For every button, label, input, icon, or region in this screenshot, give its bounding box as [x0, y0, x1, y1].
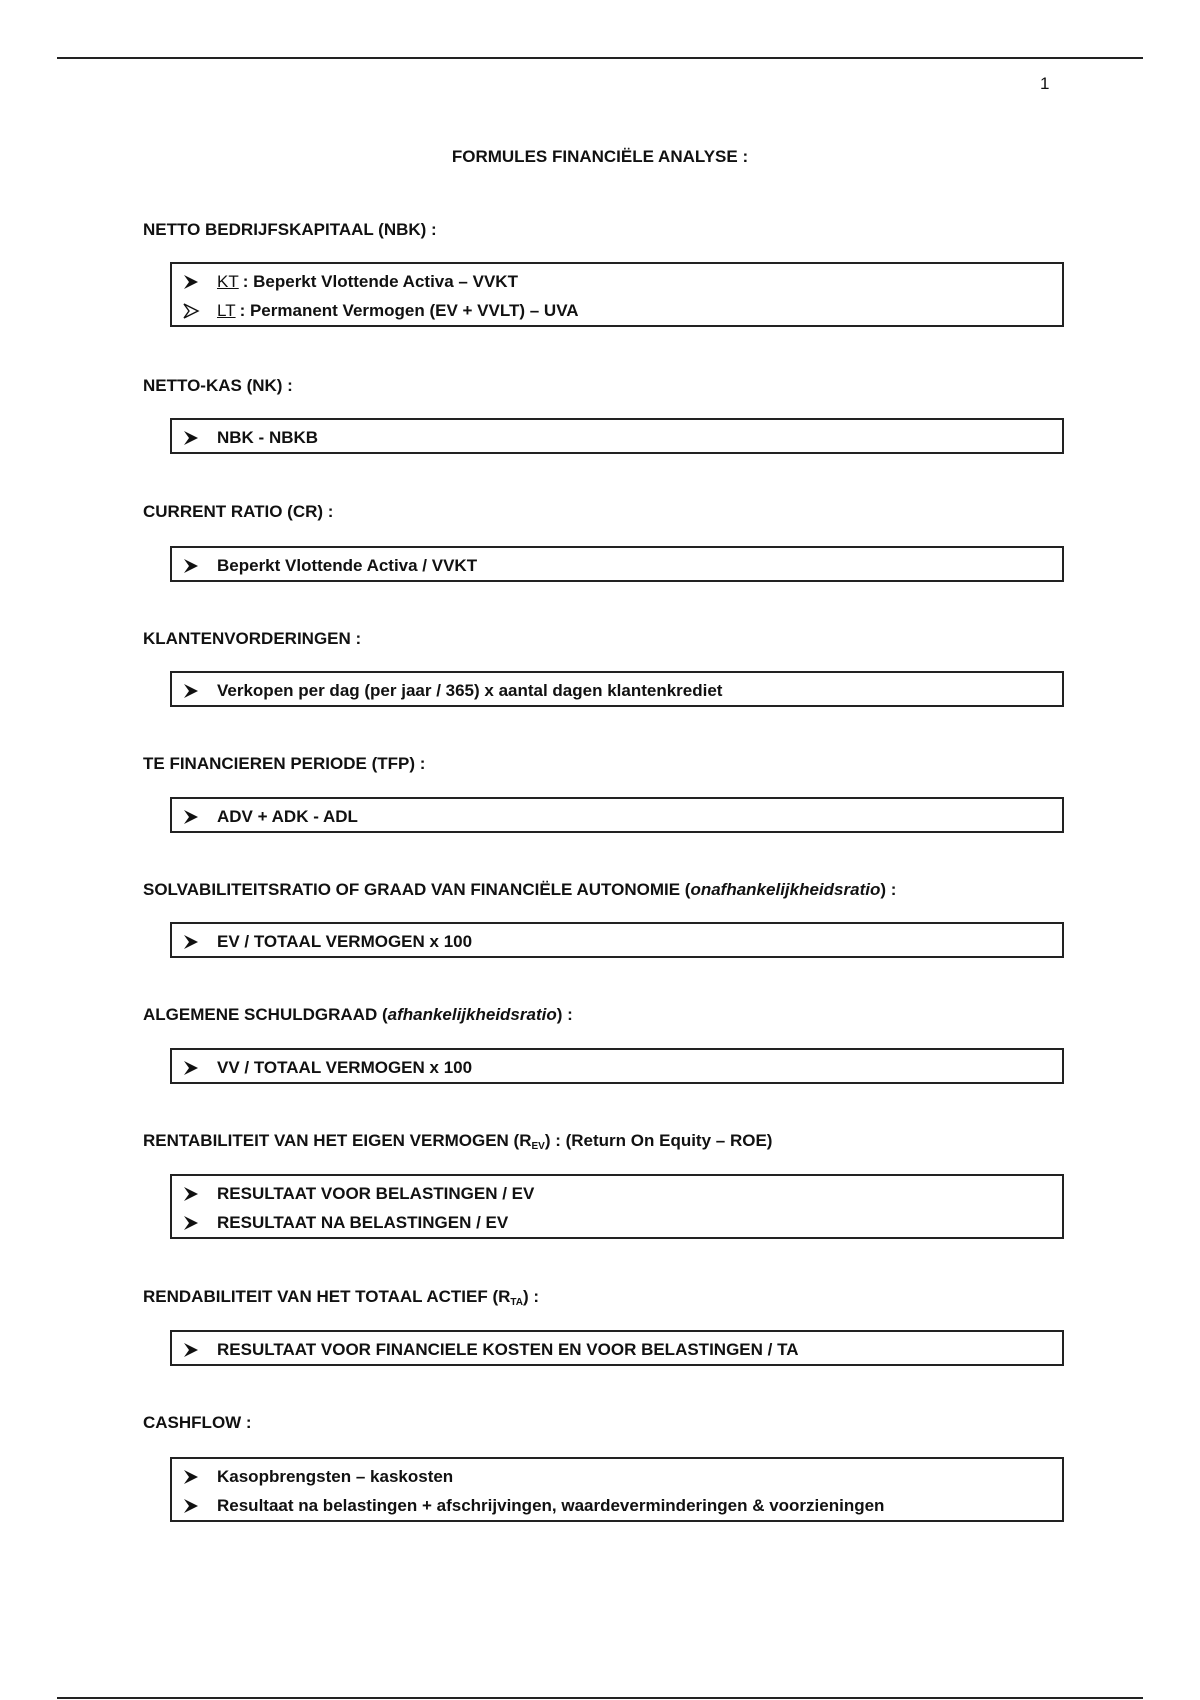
section-heading-cr: CURRENT RATIO (CR) : [143, 502, 334, 521]
heading-end-text: ) : [556, 1005, 573, 1024]
section-heading-nbk: NETTO BEDRIJFSKAPITAAL (NBK) : [143, 220, 437, 239]
arrow-bullet-icon [182, 303, 200, 319]
page-number: 1 [1040, 74, 1050, 93]
formula-item [182, 296, 1062, 325]
top-rule [57, 57, 1143, 59]
heading-text: SOLVABILITEITSRATIO OF GRAAD VAN FINANCIËLE AUTONOMIE ( [143, 880, 691, 899]
formula-text: EV / TOTAAL VERMOGEN x 100 [217, 931, 473, 951]
formula-item [182, 423, 1062, 452]
section-heading-klantenvorderingen: KLANTENVORDERINGEN : [143, 629, 362, 648]
formula-box-tfp [170, 797, 1064, 833]
formula-item [182, 1335, 1062, 1364]
formula-text: RESULTAAT VOOR BELASTINGEN / EV [217, 1183, 535, 1203]
formula-text: RESULTAAT NA BELASTINGEN / EV [217, 1212, 509, 1232]
heading-text: RENTABILITEIT VAN HET EIGEN VERMOGEN (R [143, 1131, 532, 1150]
formula-item [182, 1053, 1062, 1082]
heading-subscript: EV [531, 1141, 545, 1152]
formula-text: Beperkt Vlottende Activa / VVKT [217, 555, 478, 575]
section-heading-nk: NETTO-KAS (NK) : [143, 376, 293, 395]
heading-end-text: ) : (Return On Equity – ROE) [544, 1131, 773, 1150]
formula-text: Kasopbrengsten – kaskosten [217, 1466, 454, 1486]
heading-subscript: TA [510, 1297, 523, 1308]
formula-box-cr [170, 546, 1064, 582]
arrow-bullet-icon [182, 558, 200, 574]
formula-item [182, 551, 1062, 580]
arrow-bullet-icon [182, 1498, 200, 1514]
formula-box-cashflow [170, 1457, 1064, 1522]
arrow-bullet-icon [182, 809, 200, 825]
arrow-bullet-icon [182, 1342, 200, 1358]
arrow-bullet-icon [182, 1215, 200, 1231]
formula-item [182, 676, 1062, 705]
arrow-bullet-icon [182, 1469, 200, 1485]
document-title: FORMULES FINANCIËLE ANALYSE : [451, 147, 749, 166]
formula-text: Verkopen per dag (per jaar / 365) x aantal dagen klantenkrediet [217, 680, 723, 700]
section-heading-rentabiliteit-ev [143, 1131, 772, 1152]
section-heading-tfp: TE FINANCIEREN PERIODE (TFP) : [143, 754, 426, 773]
formula-box-rentabiliteit-ev [170, 1174, 1064, 1239]
arrow-bullet-icon [182, 683, 200, 699]
arrow-bullet-icon [182, 430, 200, 446]
section-heading-cashflow: CASHFLOW : [143, 1413, 252, 1432]
formula-item [182, 1462, 1062, 1491]
heading-text: ALGEMENE SCHULDGRAAD ( [143, 1005, 388, 1024]
formula-item [182, 1179, 1062, 1208]
formula-box-schuldgraad [170, 1048, 1064, 1084]
formula-text: : Permanent Vermogen (EV + VVLT) – UVA [239, 300, 579, 320]
formula-item [182, 1491, 1062, 1520]
formula-box-klantenvorderingen [170, 671, 1064, 707]
arrow-bullet-icon [182, 274, 200, 290]
bottom-rule [57, 1697, 1143, 1699]
formula-abbr: LT [217, 300, 236, 320]
arrow-bullet-icon [182, 1186, 200, 1202]
section-heading-rendabiliteit-ta [143, 1287, 539, 1308]
formula-item [182, 1208, 1062, 1237]
heading-italic-text: afhankelijkheidsratio [387, 1005, 557, 1024]
section-heading-schuldgraad [143, 1005, 573, 1025]
formula-item [182, 267, 1062, 296]
section-heading-solvabiliteit [143, 880, 896, 900]
formula-box-nbk [170, 262, 1064, 327]
formula-box-rendabiliteit-ta [170, 1330, 1064, 1366]
formula-text: Resultaat na belastingen + afschrijvingen, waardeverminderingen & voorzieningen [217, 1495, 885, 1515]
formula-item [182, 927, 1062, 956]
formula-text: RESULTAAT VOOR FINANCIELE KOSTEN EN VOOR BELASTINGEN / TA [217, 1339, 799, 1359]
heading-italic-text: onafhankelijkheidsratio [690, 880, 881, 899]
heading-text: RENDABILITEIT VAN HET TOTAAL ACTIEF (R [143, 1287, 511, 1306]
formula-text: : Beperkt Vlottende Activa – VVKT [242, 271, 518, 291]
formula-text: VV / TOTAAL VERMOGEN x 100 [217, 1057, 473, 1077]
formula-text: ADV + ADK - ADL [217, 806, 358, 826]
formula-text: NBK - NBKB [217, 427, 319, 447]
formula-box-nk [170, 418, 1064, 454]
arrow-bullet-icon [182, 1060, 200, 1076]
arrow-bullet-icon [182, 934, 200, 950]
formula-item [182, 802, 1062, 831]
formula-abbr: KT [217, 271, 239, 291]
formula-box-solvabiliteit [170, 922, 1064, 958]
heading-end-text: ) : [880, 880, 897, 899]
heading-end-text: ) : [522, 1287, 540, 1306]
